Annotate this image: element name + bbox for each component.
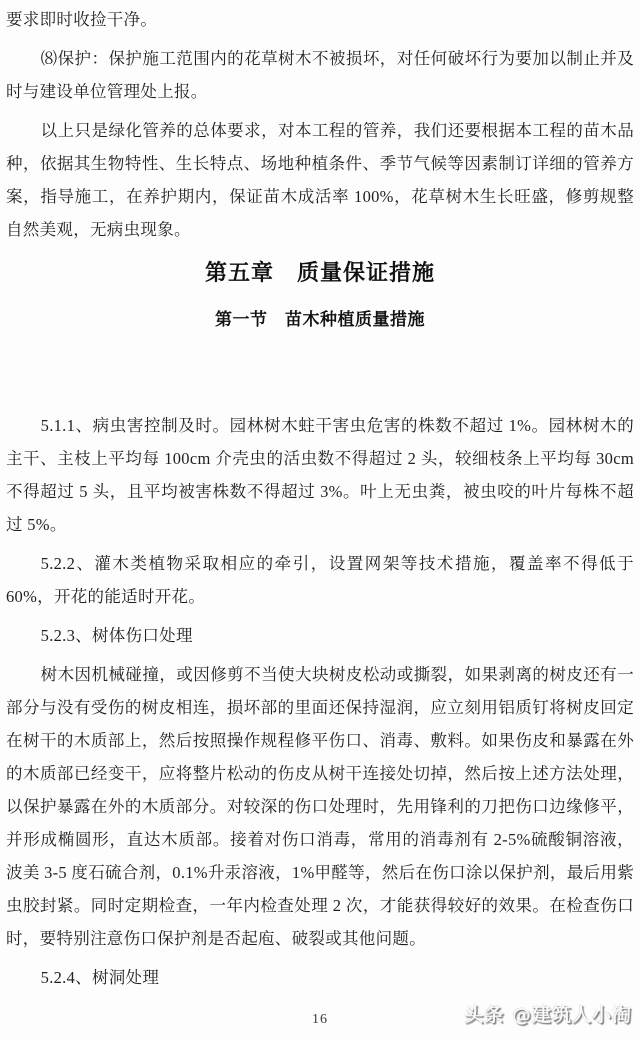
para-5-2-3: 5.2.3、树体伤口处理: [40, 626, 193, 645]
para-5-2-4: 5.2.4、树洞处理: [40, 968, 160, 987]
para-wound-treatment: 树木因机械碰撞，或因修剪不当使大块树皮松动或撕裂，如果剥离的树皮还有一部分与没有受伤的树皮相连，损坏部的里面还保持湿润，应立刻用铝质钉将树皮回定在树干的木质部上，然后按照操作规程修平伤口、消毒、敷料。如果伤皮和暴露在外的木质部已经变干，应将整片松动的伤皮从树干连接处切掉，然后按上述方法处理，以保护暴露在外的木质部分。对较深的伤口处理时，先用锋利的刀把伤口边缘修平，并形成椭圆形，直达木质部。接着对伤口消毒，常用的消毒剂有 2-5%硫酸铜溶液，波美 3-5 度石硫合剂，0.1%升汞溶液，1%甲醛等，然后在伤口涂以保护剂，最后用紫虫胶封紧。同时定期检查，一年内检查处理 2 次，才能获得较好的效果。在检查伤口时，要特别注意伤口保护剂是否起庖、破裂或其他问题。: [6, 665, 634, 948]
chapter-heading: 第五章 质量保证措施: [204, 260, 435, 285]
blank-space: [6, 331, 634, 409]
para-5-2-2: 5.2.2、灌木类植物采取相应的牵引，设置网架等技术措施，覆盖率不得低于 60%，开花的能适时开花。: [6, 554, 634, 606]
para-overall-requirements: 以上只是绿化管养的总体要求，对本工程的管养，我们还要根据本工程的苗木品种，依据其生物特性、生长特点、场地种植条件、季节气候等因素制订详细的管养方案，指导施工，在养护期内，保证苗木成活率 100%，花草树木生长旺盛，修剪规整自然美观，无病虫现象。: [6, 121, 634, 239]
watermark: 头条 @建筑人小淘: [464, 1004, 632, 1026]
para-5-1-1: 5.1.1、病虫害控制及时。园林树木蛀干害虫危害的株数不超过 1%。园林树木的主干、主枝上平均每 100cm 介壳虫的活虫数不得超过 2 头，较细枝条上平均每 30cm 不得超过 5 头，且平均被害株数不得超过 3%。叶上无虫粪，被虫咬的叶片每株不超过 5%。: [6, 416, 634, 534]
document-body: [6, 3, 634, 994]
page-number: 16: [312, 1012, 328, 1027]
para-8-protection: ⑻保护：保护施工范围内的花草树木不被损坏，对任何破坏行为要加以制止并及时与建设单位管理处上报。: [6, 49, 634, 101]
section-heading: 第一节 苗木种植质量措施: [215, 310, 425, 329]
para-cleanup-continuation: 要求即时收捡干净。: [6, 10, 158, 29]
